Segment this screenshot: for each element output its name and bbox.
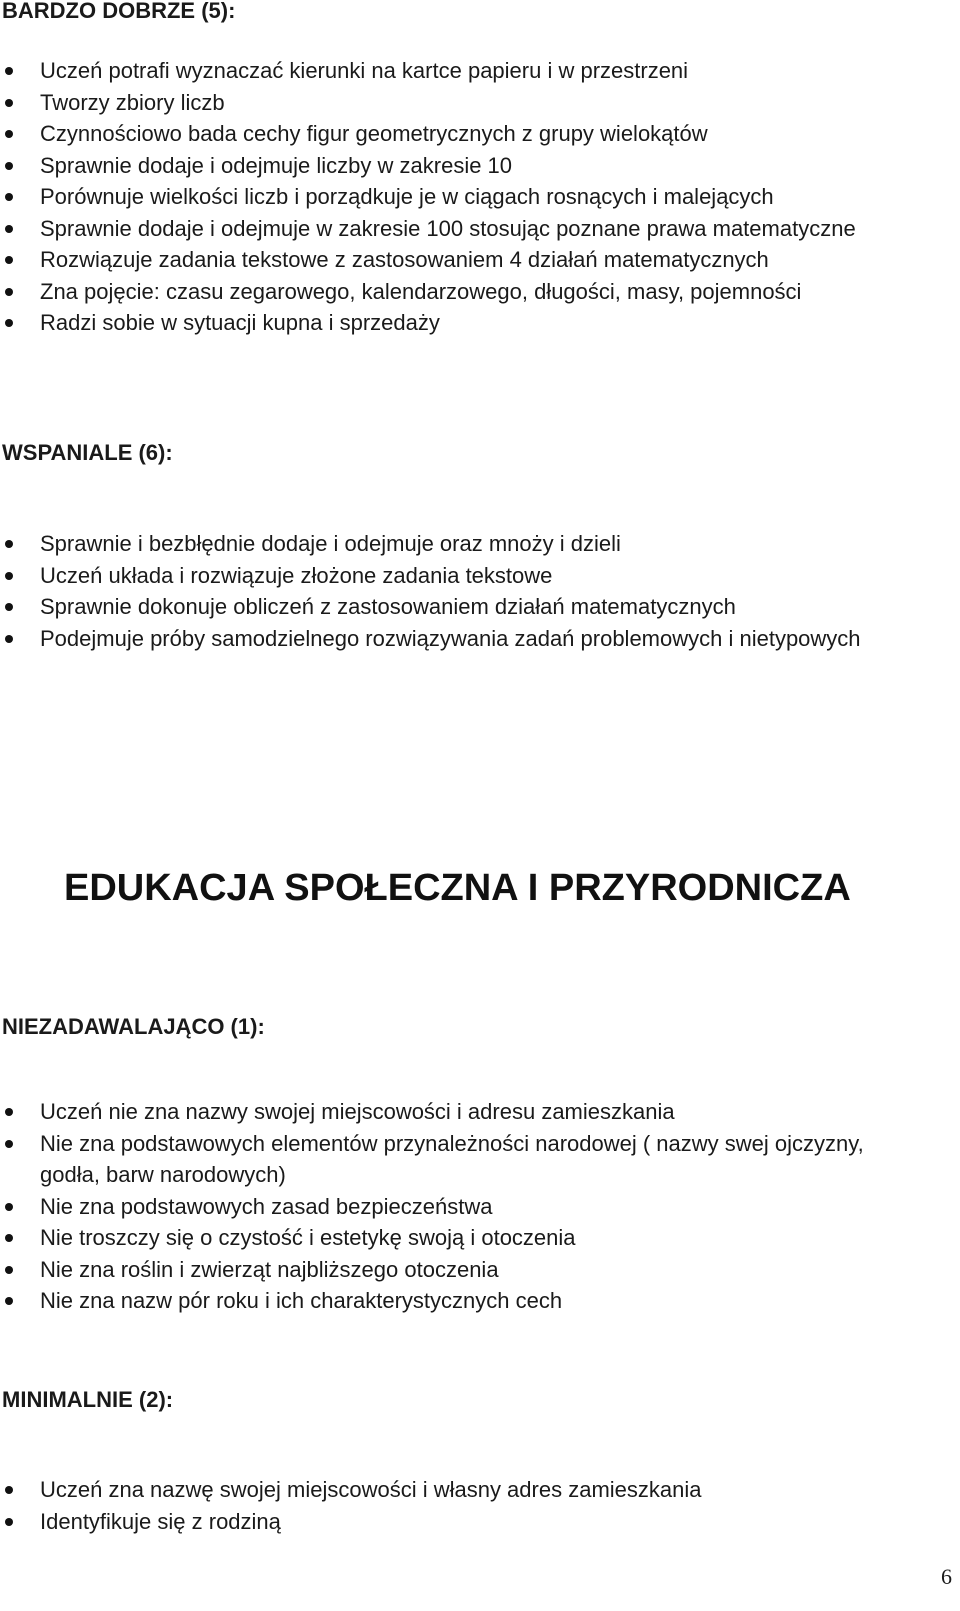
bullet-dot-icon (5, 1108, 13, 1116)
list-item: Sprawnie dodaje i odejmuje w zakresie 100 stosując poznane prawa matematyczne (0, 213, 950, 245)
list-item: Zna pojęcie: czasu zegarowego, kalendarzowego, długości, masy, pojemności (0, 276, 950, 308)
list-niezadawalajaco (0, 1096, 950, 1317)
bullet-dot-icon (5, 130, 13, 138)
list-item: Nie troszczy się o czystość i estetykę swoją i otoczenia (0, 1222, 950, 1254)
list-item: Radzi sobie w sytuacji kupna i sprzedaży (0, 307, 950, 339)
list-item: Rozwiązuje zadania tekstowe z zastosowaniem 4 działań matematycznych (0, 244, 950, 276)
bullet-dot-icon (5, 603, 13, 611)
section-heading-minimalnie: MINIMALNIE (2): (2, 1387, 174, 1412)
bullet-dot-icon (5, 67, 13, 75)
list-item: Uczeń potrafi wyznaczać kierunki na kartce papieru i w przestrzeni (0, 55, 950, 87)
bullet-dot-icon (5, 1140, 13, 1148)
section-heading-wspaniale: WSPANIALE (6): (2, 440, 173, 465)
bullet-dot-icon (5, 1518, 13, 1526)
list-item: Uczeń nie zna nazwy swojej miejscowości i adresu zamieszkania (0, 1096, 950, 1128)
bullet-dot-icon (5, 1486, 13, 1494)
bullet-dot-icon (5, 540, 13, 548)
list-item: Nie zna nazw pór roku i ich charakterystycznych cech (0, 1285, 950, 1317)
bullet-dot-icon (5, 193, 13, 201)
section-heading-bardzo-dobrze: BARDZO DOBRZE (5): (2, 0, 236, 23)
list-item: Porównuje wielkości liczb i porządkuje je w ciągach rosnących i malejących (0, 181, 950, 213)
list-item: Identyfikuje się z rodziną (0, 1506, 950, 1538)
list-minimalnie (0, 1474, 950, 1537)
list-item: Nie zna roślin i zwierząt najbliższego otoczenia (0, 1254, 950, 1286)
list-item: Czynnościowo bada cechy figur geometrycznych z grupy wielokątów (0, 118, 950, 150)
bullet-dot-icon (5, 572, 13, 580)
bullet-dot-icon (5, 225, 13, 233)
list-item: Podejmuje próby samodzielnego rozwiązywania zadań problemowych i nietypowych (0, 623, 950, 655)
list-item: Sprawnie i bezbłędnie dodaje i odejmuje oraz mnoży i dzieli (0, 528, 950, 560)
list-item: Tworzy zbiory liczb (0, 87, 950, 119)
bullet-dot-icon (5, 1234, 13, 1242)
list-item: Nie zna podstawowych zasad bezpieczeństwa (0, 1191, 950, 1223)
page-title: EDUKACJA SPOŁECZNA I PRZYRODNICZA (64, 867, 851, 909)
bullet-dot-icon (5, 1297, 13, 1305)
list-bardzo-dobrze (0, 55, 950, 339)
bullet-dot-icon (5, 1266, 13, 1274)
section-heading-niezadawalajaco: NIEZADAWALAJĄCO (1): (2, 1014, 265, 1039)
list-item: Uczeń układa i rozwiązuje złożone zadania tekstowe (0, 560, 950, 592)
list-item: Nie zna podstawowych elementów przynależności narodowej ( nazwy swej ojczyzny, godła, barw narodowych) (0, 1128, 950, 1191)
list-item: Sprawnie dodaje i odejmuje liczby w zakresie 10 (0, 150, 950, 182)
list-item: Uczeń zna nazwę swojej miejscowości i własny adres zamieszkania (0, 1474, 950, 1506)
list-wspaniale (0, 528, 950, 654)
bullet-dot-icon (5, 635, 13, 643)
bullet-dot-icon (5, 99, 13, 107)
bullet-dot-icon (5, 256, 13, 264)
bullet-dot-icon (5, 162, 13, 170)
bullet-dot-icon (5, 319, 13, 327)
bullet-dot-icon (5, 288, 13, 296)
list-item: Sprawnie dokonuje obliczeń z zastosowaniem działań matematycznych (0, 591, 950, 623)
page-number: 6 (941, 1564, 952, 1589)
bullet-dot-icon (5, 1203, 13, 1211)
